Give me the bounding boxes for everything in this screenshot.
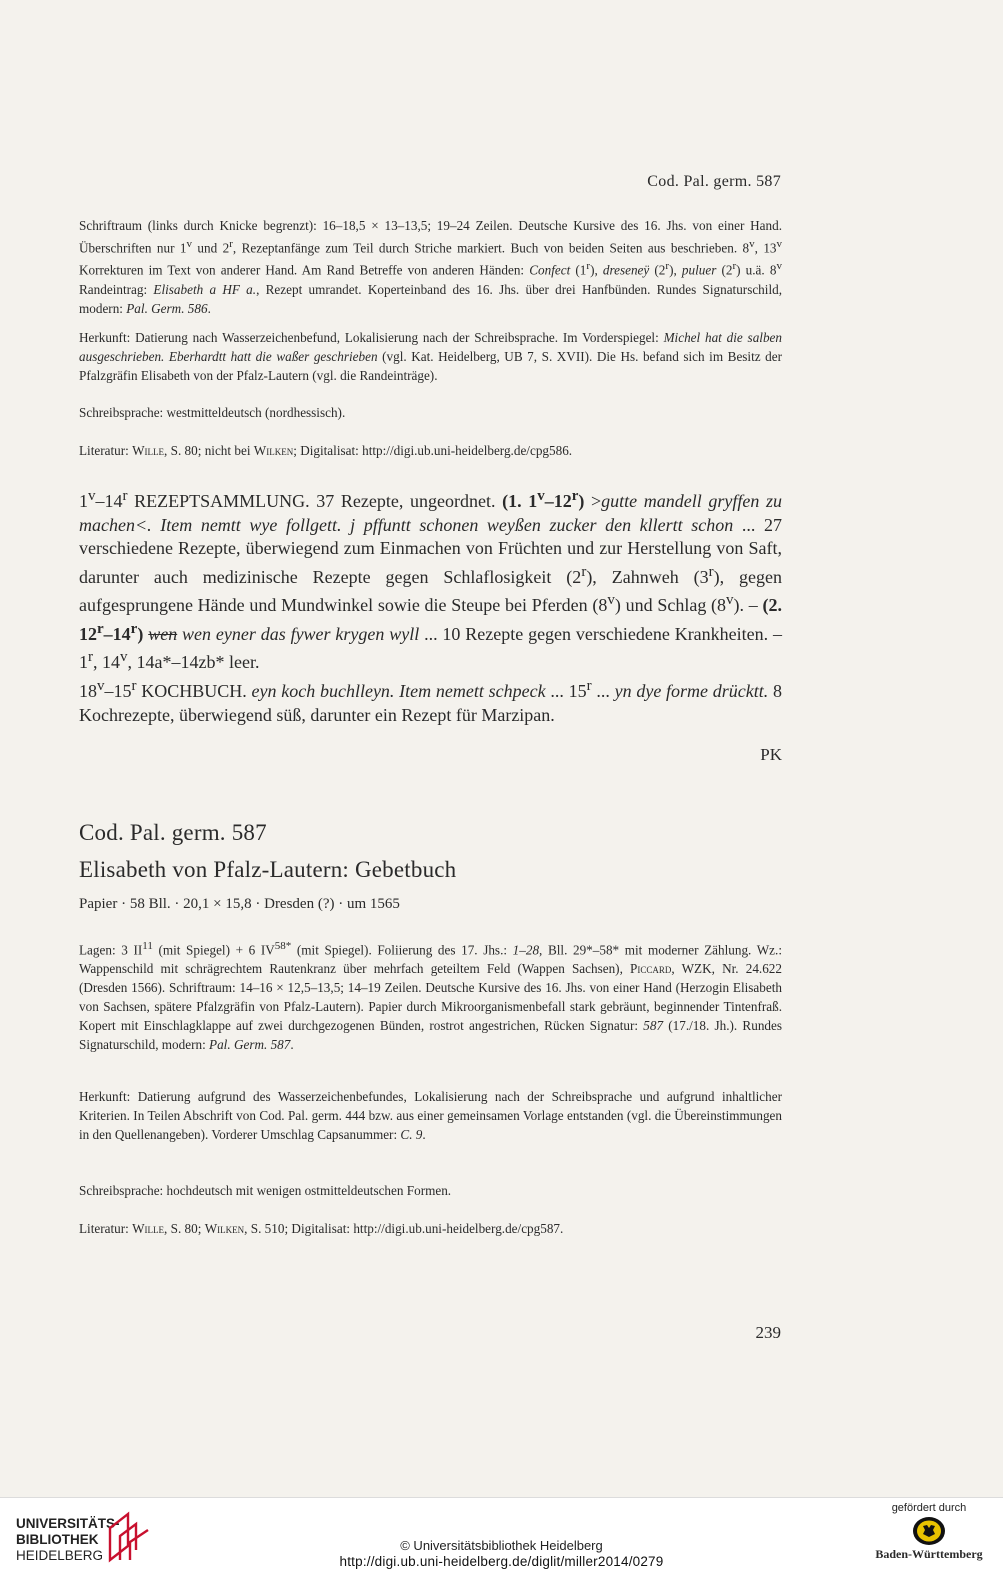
footer-bar (0, 1497, 1003, 1577)
author-initials: PK (760, 745, 782, 764)
entry1-language: Schreibsprache: westmitteldeutsch (nordhessisch). (79, 405, 346, 420)
entry2-title: Elisabeth von Pfalz-Lautern: Gebetbuch (79, 857, 457, 882)
sponsor-block[interactable] (869, 1502, 989, 1572)
sponsor-label: gefördert durch (891, 1502, 967, 1514)
entry1-description: Schriftraum (links durch Knicke begrenzt): 16–18,5 × 13–13,5; 19–24 Zeilen. Deutsche Kursive des 16. Jhs. von einer Hand. Überschriften nur 1$^v$ und 2$^r$, Rezeptanfänge zum Teil durch Striche markiert. Buch von beiden Seiten aus beschrieben. 8$^v$, 13$^v$ Korrekturen im Text von anderer Hand. Am Rand Betreffe von anderen Händen: Confect (1$^r$), dreseneÿ (2$^r$), puluer (2$^r$) u.ä. 8$^v$ Randeintrag: Elisabeth a HF a., Rezept umrandet. Koperteinband des 16. Jhs. über drei Hanfbünden. Rundes Signaturschild, modern: Pal. Germ. 586. (79, 218, 783, 316)
entry2-provenance: Herkunft: Datierung aufgrund des Wasserzeichenbefundes, Lokalisierung nach der Schreibsprache und aufgrund inhaltlicher Kriterien. In Teilen Abschrift von Cod. Pal. germ. 444 bzw. aus einer gemeinsamen Vorlage entstanden (vgl. die Übereinstimmungen in den Quellenangeben). Vorderer Umschlag Capsanummer: C. 9. (79, 1089, 782, 1142)
copyright-notice: © Universitätsbibliothek Heidelberg (400, 1538, 603, 1553)
sponsor-name: Baden-Württemberg (875, 1547, 983, 1561)
entry2-shelfmark: Cod. Pal. germ. 587 (79, 820, 267, 845)
entry2-meta: Papier · 58 Bll. · 20,1 × 15,8 · Dresden (?) · um 1565 (79, 896, 400, 912)
entry2-literature: Literatur: Wille, S. 80; Wilken, S. 510; Digitalisat: http://digi.ub.uni-heidelberg.de/cpg587. (79, 1221, 564, 1236)
entry1-contents-recipes: 1$^v$–14$^r$ REZEPTSAMMLUNG. 37 Rezepte, ungeordnet. (1. $1^v-12^r$) >gutte mandell gryffen zu machen<. Item nemtt wye follgett. j pffuntt schonen weyßen zucker den kllertt schon ... 27 verschiedene Rezepte, überwiegend zum Einmachen von Früchten und zur Herstellung von Saft, darunter auch medizinische Rezepte gegen Schlaflosigkeit (2$^r$), Zahnweh (3$^r$), gegen aufgesprungene Hände und Mundwinkel sowie die Steupe bei Pferden (8$^v$) und Schlag (8$^v$). – (2. 12$^r$–14$^r$) wen wen eyner das fywer krygen wyll ... 10 Rezepte gegen verschiedene Krankheiten. – 1$^r$, 14$^v$, 14a*–14zb* leer. (79, 488, 783, 672)
entry2-description: Lagen: 3 II$^{11}$ (mit Spiegel) + 6 $IV^{58*}$ (mit Spiegel). Foliierung des 17. Jhs.: 1–28, Bll. 29*–58* mit moderner Zählung. Wz.: Wappenschild mit schrägrechtem Rautenkranz über mehrfach geteiltem Feld (Wappen Sachsen), Piccard, WZK, Nr. 24.622 (Dresden 1566). Schriftraum: 14–16 × 12,5–13,5; 14–19 Zeilen. Deutsche Kursive des 16. Jhs. von einer Hand (Herzogin Elisabeth von Sachsen, spätere Pfalzgräfin von Pfalz-Lautern). Papier durch Mikroorganismenbefall stark gebräunt, beginnender Tintenfraß. Kopert mit Einschlagklappe auf zwei durchgezogenen Bünden, rostrot angestrichen, Rücken Signatur: 587 (17./18. Jh.). Rundes Signaturschild, modern: Pal. Germ. 587. (79, 940, 782, 1053)
entry1-literature: Literatur: Wille, S. 80; nicht bei Wilken; Digitalisat: http://digi.ub.uni-heidelberg.de/cpg586. (79, 443, 573, 458)
running-head: Cod. Pal. germ. 587 (647, 173, 781, 190)
entry1-provenance: Herkunft: Datierung nach Wasserzeichenbefund, Lokalisierung nach der Schreibsprache. Im Vorderspiegel: Michel hat die salben ausgeschrieben. Eberhardtt hatt die waßer geschrieben (vgl. Kat. Heidelberg, UB 7, S. XVII). Die Hs. befand sich im Besitz der Pfalzgräfin Elisabeth von der Pfalz-Lautern (vgl. die Randeinträge). (79, 330, 783, 383)
permalink[interactable]: http://digi.ub.uni-heidelberg.de/diglit/miller2014/0279 (339, 1554, 664, 1569)
library-name: UNIVERSITÄTS- BIBLIOTHEK HEIDELBERG (16, 1516, 120, 1563)
coat-of-arms-icon (912, 1516, 946, 1546)
page-number: 239 (755, 1323, 781, 1342)
entry2-language: Schreibsprache: hochdeutsch mit wenigen ostmitteldeutschen Formen. (79, 1183, 452, 1198)
entry1-contents-cookbook: 18$^v$–15$^r$ KOCHBUCH. eyn koch buchlleyn. Item nemett schpeck ... 15$^r$ ... yn dye forme drücktt. 8 Kochrezepte, überwiegend süß, darunter ein Rezept für Marzipan. (79, 678, 783, 725)
